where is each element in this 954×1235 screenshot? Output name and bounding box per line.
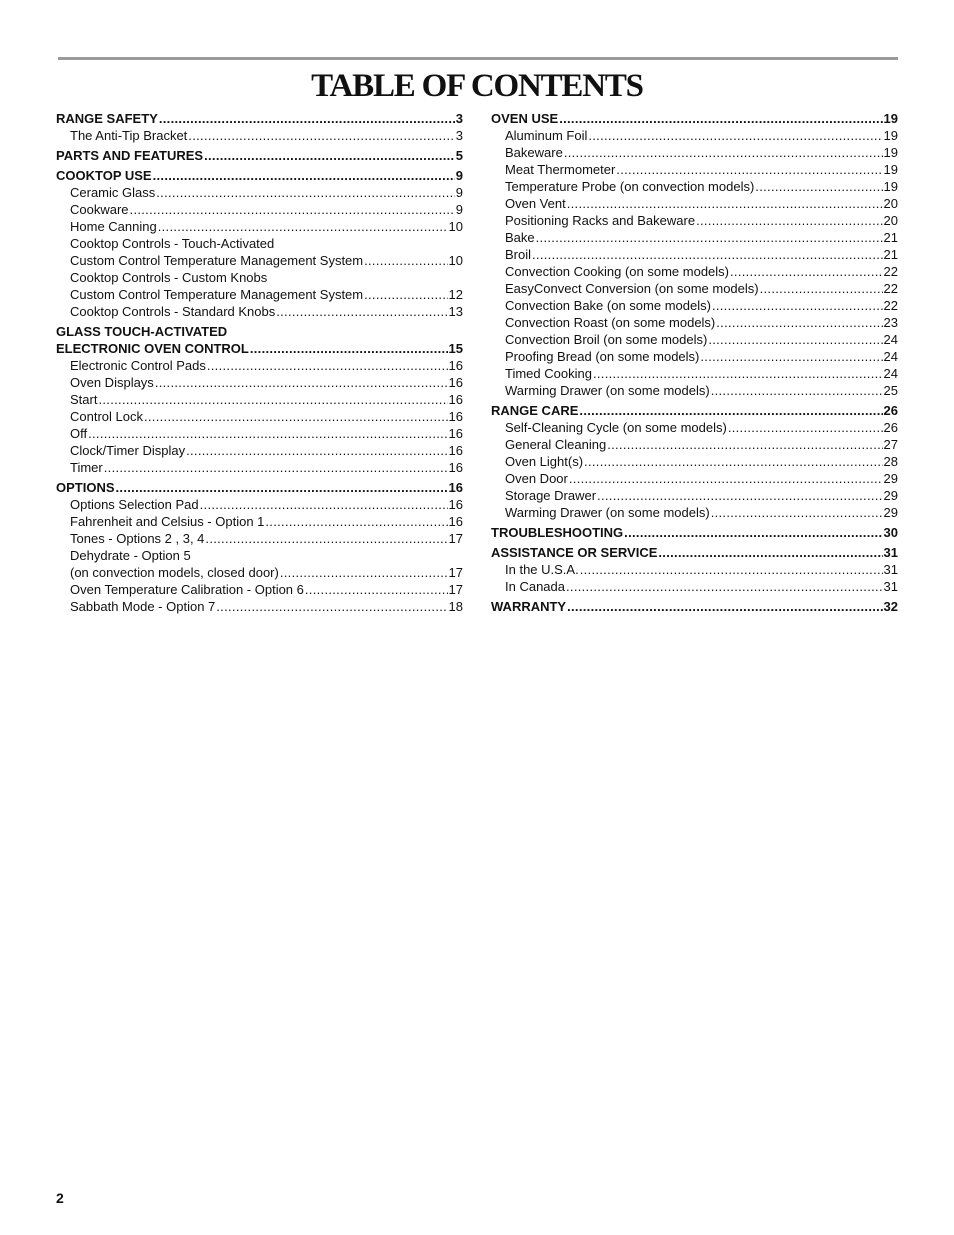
toc-entry-clock-timer[interactable] (56, 442, 463, 459)
toc-entry-home-canning[interactable] (56, 218, 463, 235)
toc-page: 31 (883, 579, 898, 594)
toc-entry-custom-temp-1[interactable] (56, 252, 463, 269)
dot-leader (588, 127, 882, 144)
toc-label: Storage Drawer (505, 488, 597, 503)
toc-entry-temp-probe[interactable] (491, 178, 898, 195)
dot-leader (696, 212, 882, 229)
dot-leader (364, 252, 447, 269)
dot-leader (716, 314, 882, 331)
toc-page: 19 (883, 162, 898, 177)
toc-entry-aluminum-foil[interactable] (491, 127, 898, 144)
toc-page: 10 (448, 253, 463, 268)
toc-label: COOKTOP USE (56, 168, 152, 183)
toc-entry-easyconvect[interactable] (491, 280, 898, 297)
toc-label: Warming Drawer (on some models) (505, 383, 710, 398)
toc-label: Options Selection Pad (70, 497, 199, 512)
dot-leader (597, 487, 882, 504)
dot-leader (708, 331, 882, 348)
dot-leader (624, 524, 882, 541)
toc-entry-oven-calibration[interactable] (56, 581, 463, 598)
toc-label: (on convection models, closed door) (70, 565, 279, 580)
dot-leader (700, 348, 882, 365)
toc-label: Off (70, 426, 88, 441)
toc-label: Custom Control Temperature Management System (70, 287, 364, 302)
dot-leader (276, 303, 447, 320)
toc-label: In Canada (505, 579, 565, 594)
toc-label: Sabbath Mode - Option 7 (70, 599, 216, 614)
toc-label: Control Lock (70, 409, 143, 424)
toc-entry-cookware[interactable] (56, 201, 463, 218)
dot-leader (156, 184, 455, 201)
toc-label: Oven Light(s) (505, 454, 584, 469)
dot-leader (153, 167, 455, 184)
toc-label: WARRANTY (491, 599, 567, 614)
toc-label: Positioning Racks and Bakeware (505, 213, 696, 228)
toc-entry-warming-drawer-2[interactable] (491, 504, 898, 521)
toc-page: 21 (883, 247, 898, 262)
dot-leader (88, 425, 447, 442)
toc-entry-bakeware[interactable] (491, 144, 898, 161)
dot-leader (104, 459, 448, 476)
dot-leader (186, 442, 447, 459)
toc-entry-bake[interactable] (491, 229, 898, 246)
toc-label: In the U.S.A. (505, 562, 579, 577)
toc-page: 19 (883, 128, 898, 143)
dot-leader (250, 340, 448, 357)
toc-label: Timed Cooking (505, 366, 592, 381)
toc-entry-oven-lights[interactable] (491, 453, 898, 470)
toc-entry-electronic-pads[interactable] (56, 357, 463, 374)
toc-label: RANGE CARE (491, 403, 579, 418)
toc-entry-fahrenheit[interactable] (56, 513, 463, 530)
dot-leader (760, 280, 883, 297)
dot-leader (579, 402, 882, 419)
toc-entry-cooktop-use[interactable] (56, 167, 463, 184)
toc-label: OVEN USE (491, 111, 559, 126)
toc-entry-start[interactable] (56, 391, 463, 408)
toc-label: PARTS AND FEATURES (56, 148, 204, 163)
dot-leader (536, 229, 883, 246)
toc-page: 26 (883, 420, 898, 435)
toc-label: Cookware (70, 202, 129, 217)
toc-page: 13 (448, 304, 463, 319)
dot-leader (116, 479, 448, 496)
toc-label: Clock/Timer Display (70, 443, 186, 458)
toc-page: 17 (448, 565, 463, 580)
toc-label: Timer (70, 460, 103, 475)
dot-leader (155, 374, 448, 391)
toc-page: 16 (448, 426, 463, 441)
toc-label: Bakeware (505, 145, 563, 160)
toc-page: 31 (883, 545, 898, 560)
toc-page: 16 (448, 497, 463, 512)
toc-page: 9 (455, 168, 463, 183)
toc-entry-convection-roast[interactable] (491, 314, 898, 331)
toc-label: TROUBLESHOOTING (491, 525, 624, 540)
toc-page: 17 (448, 582, 463, 597)
toc-entry-cooktop-touch[interactable]: Cooktop Controls - Touch-Activated (70, 236, 275, 251)
toc-label: General Cleaning (505, 437, 607, 452)
toc-label: ELECTRONIC OVEN CONTROL (56, 341, 249, 356)
toc-page: 20 (883, 196, 898, 211)
toc-label: The Anti-Tip Bracket (70, 128, 188, 143)
toc-page: 24 (883, 366, 898, 381)
dot-leader (305, 581, 448, 598)
toc-page: 29 (883, 488, 898, 503)
dot-leader (364, 286, 447, 303)
toc-page: 20 (883, 213, 898, 228)
dot-leader (532, 246, 883, 263)
toc-page: 31 (883, 562, 898, 577)
toc-entry-assistance[interactable] (491, 544, 898, 561)
dot-leader (711, 382, 883, 399)
toc-label: Bake (505, 230, 535, 245)
toc-entry-oven-displays[interactable] (56, 374, 463, 391)
dot-leader (567, 195, 883, 212)
toc-label: Tones - Options 2 , 3, 4 (70, 531, 205, 546)
dot-leader (559, 110, 882, 127)
dot-leader (658, 544, 882, 561)
toc-page: 17 (448, 531, 463, 546)
toc-label: Oven Displays (70, 375, 154, 390)
toc-entry-general-cleaning[interactable] (491, 436, 898, 453)
toc-entry-sabbath[interactable] (56, 598, 463, 615)
toc-entry-parts[interactable] (56, 147, 463, 164)
toc-entry-troubleshooting[interactable] (491, 524, 898, 541)
toc-entry-range-care[interactable] (491, 402, 898, 419)
toc-label: Convection Broil (on some models) (505, 332, 708, 347)
toc-label: Broil (505, 247, 532, 262)
toc-label: Cooktop Controls - Standard Knobs (70, 304, 276, 319)
toc-page: 3 (455, 111, 463, 126)
toc-page: 23 (883, 315, 898, 330)
toc-label: Convection Bake (on some models) (505, 298, 711, 313)
toc-entry-custom-temp-2[interactable] (56, 286, 463, 303)
toc-page: 22 (883, 298, 898, 313)
toc-label: Aluminum Foil (505, 128, 588, 143)
toc-entry-oven-door[interactable] (491, 470, 898, 487)
toc-label: Ceramic Glass (70, 185, 156, 200)
toc-entry-convection-cooking[interactable] (491, 263, 898, 280)
toc-entry-options-pad[interactable] (56, 496, 463, 513)
header-rule (58, 57, 898, 60)
toc-entry-options[interactable] (56, 479, 463, 496)
dot-leader (216, 598, 447, 615)
toc-page: 28 (883, 454, 898, 469)
toc-label: Oven Temperature Calibration - Option 6 (70, 582, 304, 597)
toc-page: 22 (883, 264, 898, 279)
dot-leader (204, 147, 455, 164)
toc-entry-tones[interactable] (56, 530, 463, 547)
toc-label: Electronic Control Pads (70, 358, 206, 373)
toc-page: 30 (883, 525, 898, 540)
dot-leader (280, 564, 448, 581)
toc-entry-dehydrate-cont[interactable] (56, 564, 463, 581)
dot-leader (584, 453, 882, 470)
dot-leader (712, 297, 883, 314)
dot-leader (158, 218, 448, 235)
dot-leader (711, 504, 883, 521)
toc-page: 24 (883, 332, 898, 347)
toc-right-column (491, 110, 898, 615)
toc-page: 10 (448, 219, 463, 234)
toc-label: ASSISTANCE OR SERVICE (491, 545, 658, 560)
toc-label: Convection Roast (on some models) (505, 315, 716, 330)
dot-leader (593, 365, 883, 382)
toc-page: 9 (455, 185, 463, 200)
dot-leader (207, 357, 448, 374)
toc-entry-broil[interactable] (491, 246, 898, 263)
toc-page: 24 (883, 349, 898, 364)
toc-entry-warming-drawer-1[interactable] (491, 382, 898, 399)
toc-page: 19 (883, 145, 898, 160)
dot-leader (564, 144, 883, 161)
toc-entry-oven-use[interactable] (491, 110, 898, 127)
dot-leader (205, 530, 447, 547)
toc-page: 16 (448, 443, 463, 458)
toc-label: Home Canning (70, 219, 157, 234)
toc-entry-dehydrate[interactable]: Dehydrate - Option 5 (70, 548, 191, 563)
toc-entry-electronic-oven-control[interactable] (56, 340, 463, 357)
toc-page: 25 (883, 383, 898, 398)
toc-label: Self-Cleaning Cycle (on some models) (505, 420, 727, 435)
toc-page: 18 (448, 599, 463, 614)
dot-leader (580, 561, 883, 578)
dot-leader (607, 436, 882, 453)
toc-page: 15 (448, 341, 463, 356)
dot-leader (730, 263, 883, 280)
toc-page: 16 (448, 392, 463, 407)
toc-page: 22 (883, 281, 898, 296)
toc-page: 3 (455, 128, 463, 143)
toc-entry-convection-bake[interactable] (491, 297, 898, 314)
toc-entry-glass-touch[interactable]: GLASS TOUCH-ACTIVATED (56, 324, 228, 339)
toc-label: Oven Door (505, 471, 568, 486)
toc-entry-control-lock[interactable] (56, 408, 463, 425)
toc-page: 5 (455, 148, 463, 163)
dot-leader (265, 513, 447, 530)
toc-entry-anti-tip[interactable] (56, 127, 463, 144)
toc-label: RANGE SAFETY (56, 111, 158, 126)
toc-label: Fahrenheit and Celsius - Option 1 (70, 514, 265, 529)
toc-label: Oven Vent (505, 196, 566, 211)
toc-entry-off[interactable] (56, 425, 463, 442)
toc-label: Proofing Bread (on some models) (505, 349, 700, 364)
dot-leader (200, 496, 448, 513)
toc-label: Temperature Probe (on convection models) (505, 179, 755, 194)
toc-page: 16 (448, 375, 463, 390)
toc-page: 16 (448, 480, 463, 495)
toc-entry-ceramic-glass[interactable] (56, 184, 463, 201)
toc-entry-canada[interactable] (491, 578, 898, 595)
toc-label: Custom Control Temperature Management System (70, 253, 364, 268)
toc-page: 21 (883, 230, 898, 245)
toc-label: OPTIONS (56, 480, 115, 495)
dot-leader (144, 408, 448, 425)
toc-entry-self-cleaning[interactable] (491, 419, 898, 436)
dot-leader (188, 127, 454, 144)
toc-page: 19 (883, 111, 898, 126)
toc-label: Meat Thermometer (505, 162, 616, 177)
page-title: TABLE OF CONTENTS (311, 68, 643, 104)
toc-entry-meat-thermometer[interactable] (491, 161, 898, 178)
dot-leader (130, 201, 455, 218)
toc-page: 26 (883, 403, 898, 418)
toc-left-column (56, 110, 463, 615)
toc-page: 27 (883, 437, 898, 452)
toc-page: 32 (883, 599, 898, 614)
toc-entry-oven-vent[interactable] (491, 195, 898, 212)
toc-entry-proofing-bread[interactable] (491, 348, 898, 365)
toc-page: 29 (883, 471, 898, 486)
toc-page: 16 (448, 358, 463, 373)
toc-page: 19 (883, 179, 898, 194)
dot-leader (616, 161, 882, 178)
toc-entry-cooktop-custom-knobs[interactable]: Cooktop Controls - Custom Knobs (70, 270, 268, 285)
toc-page: 16 (448, 460, 463, 475)
dot-leader (755, 178, 882, 195)
toc-entry-timed-cooking[interactable] (491, 365, 898, 382)
toc-label: Convection Cooking (on some models) (505, 264, 729, 279)
dot-leader (98, 391, 447, 408)
toc-page: 9 (455, 202, 463, 217)
toc-entry-range-safety[interactable] (56, 110, 463, 127)
page-number: 2 (56, 1190, 64, 1206)
toc-label: Start (70, 392, 98, 407)
dot-leader (567, 598, 882, 615)
toc-entry-usa[interactable] (491, 561, 898, 578)
toc-label: Warming Drawer (on some models) (505, 505, 710, 520)
dot-leader (159, 110, 455, 127)
toc-entry-warranty[interactable] (491, 598, 898, 615)
toc-entry-convection-broil[interactable] (491, 331, 898, 348)
toc-entry-storage-drawer[interactable] (491, 487, 898, 504)
toc-label: EasyConvect Conversion (on some models) (505, 281, 759, 296)
toc-entry-positioning-racks[interactable] (491, 212, 898, 229)
dot-leader (728, 419, 883, 436)
toc-page: 12 (448, 287, 463, 302)
toc-entry-timer[interactable] (56, 459, 463, 476)
toc-page: 16 (448, 514, 463, 529)
dot-leader (566, 578, 883, 595)
toc-page: 29 (883, 505, 898, 520)
toc-entry-cooktop-standard-knobs[interactable] (56, 303, 463, 320)
toc-page: 16 (448, 409, 463, 424)
dot-leader (569, 470, 883, 487)
